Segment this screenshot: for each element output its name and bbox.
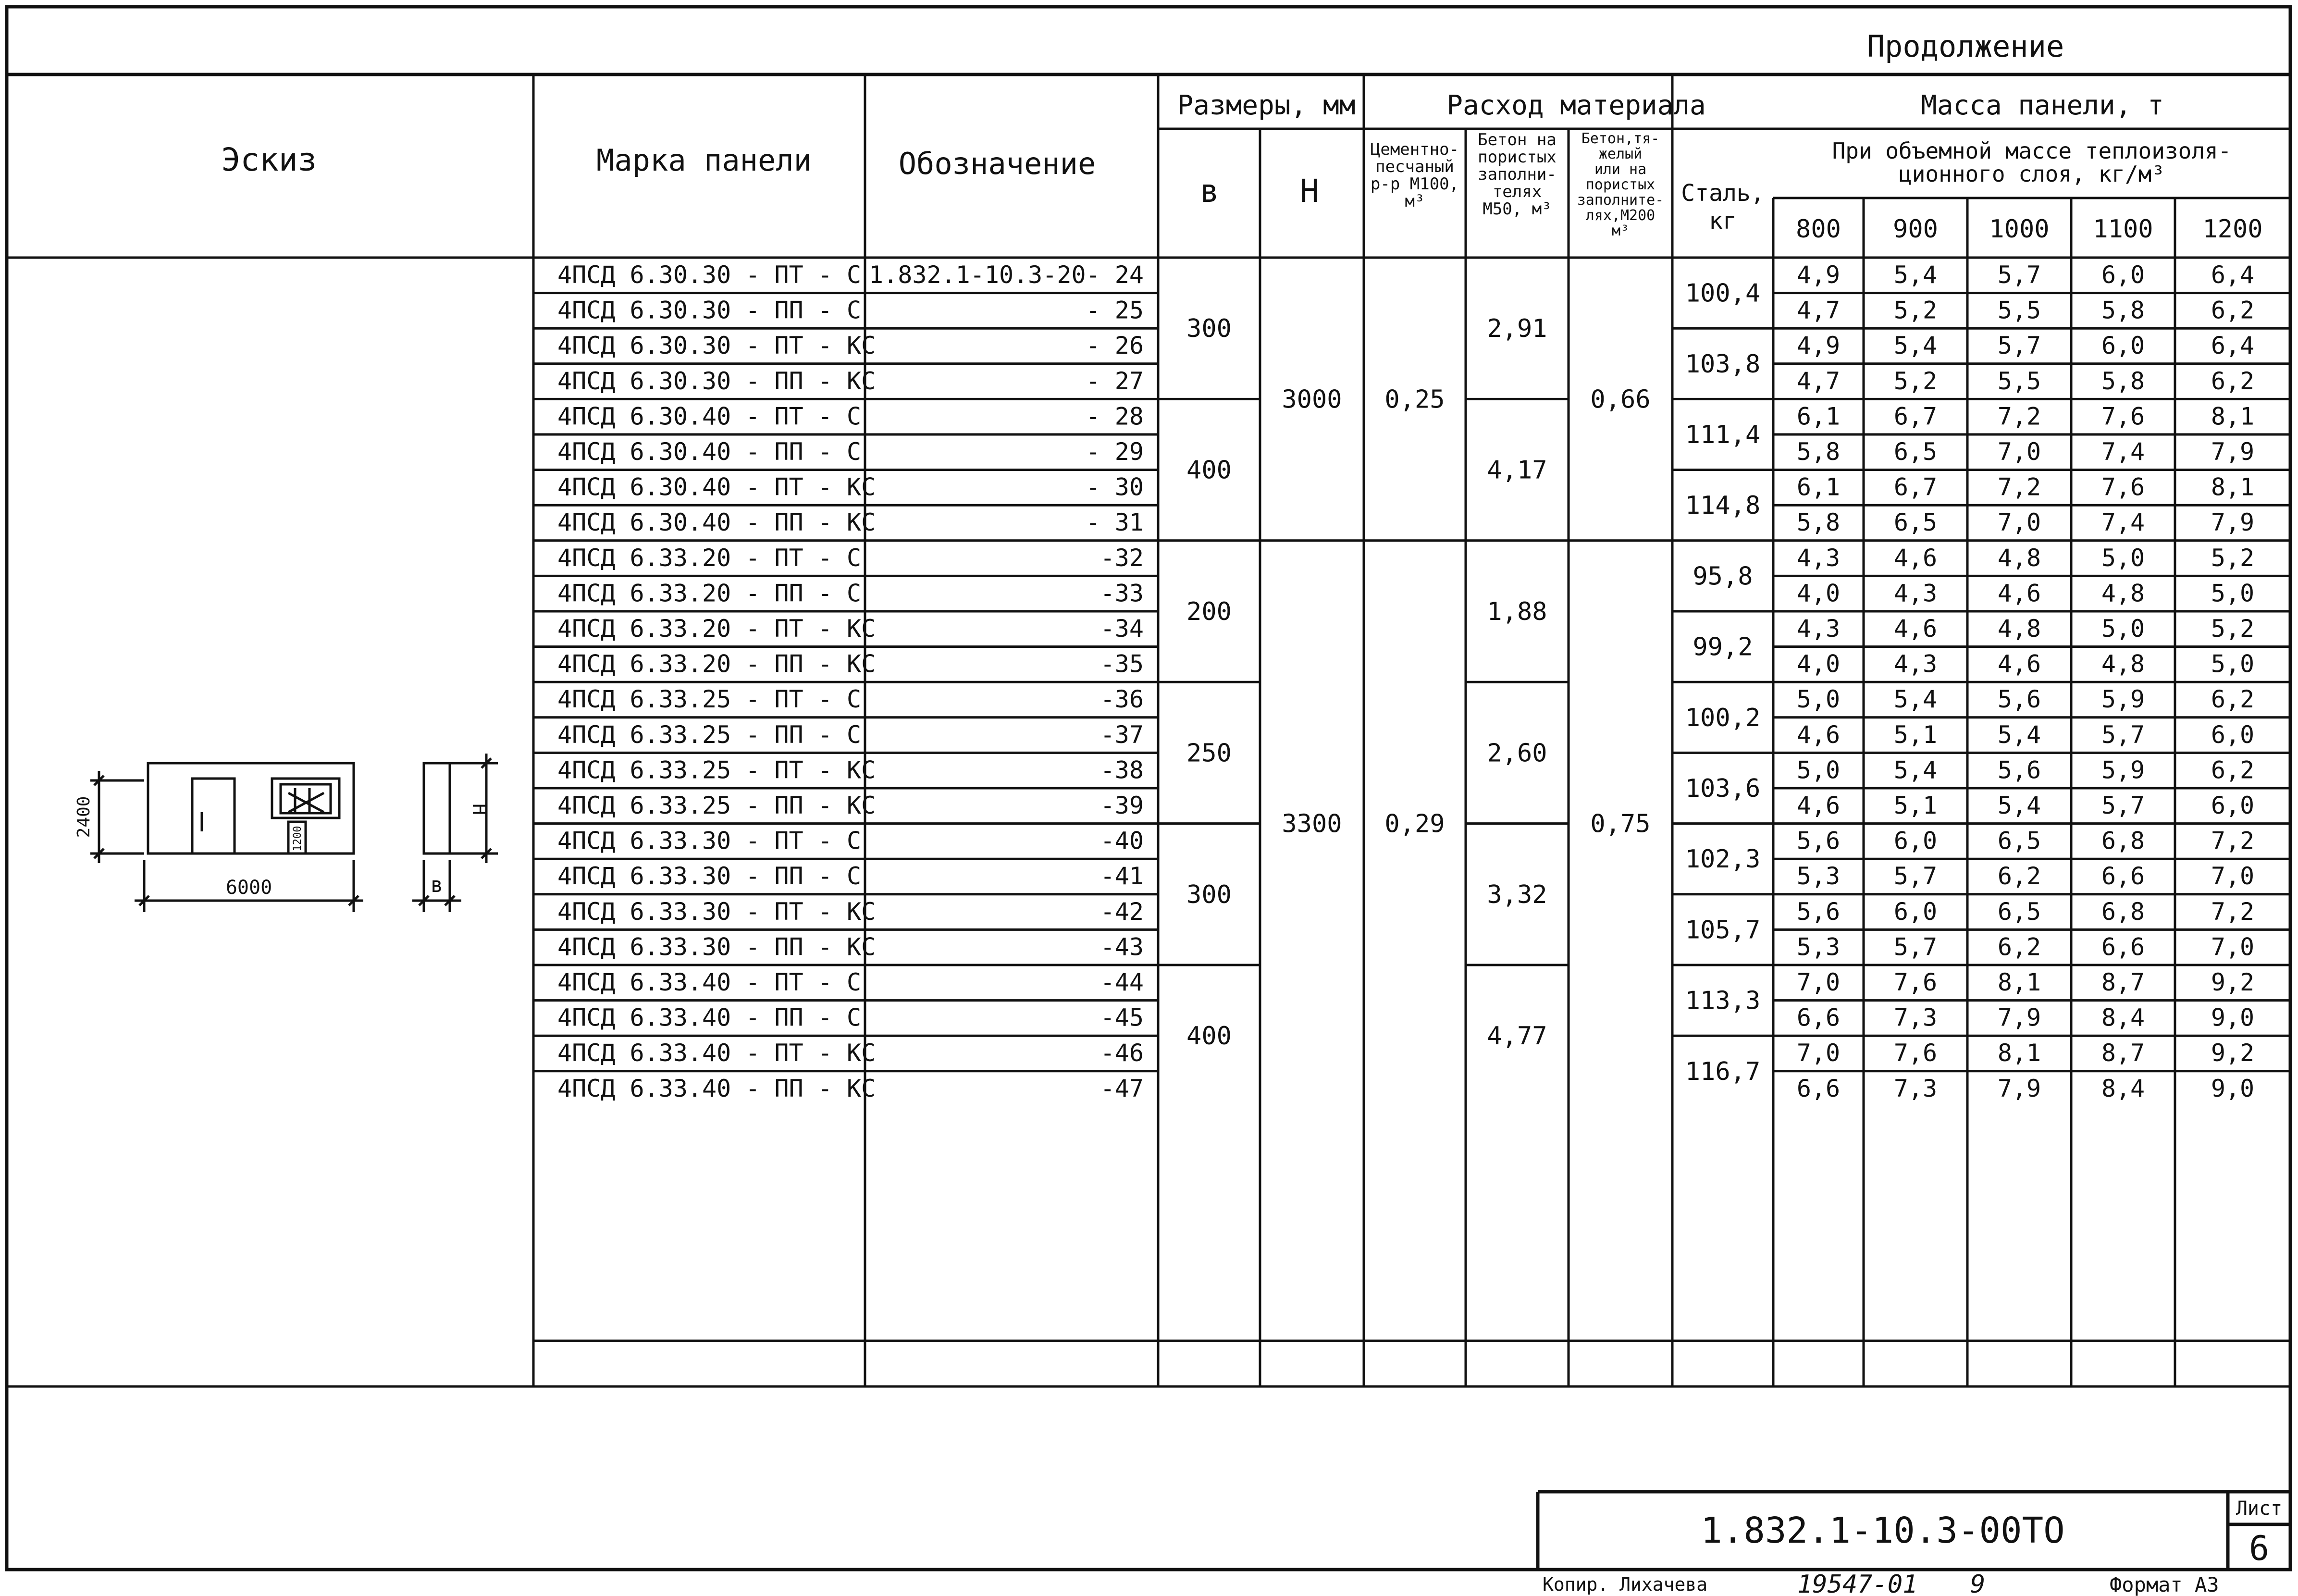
table-row (557, 508, 2254, 536)
steel-value: 102,3 (1685, 845, 1761, 874)
panel-mass-value: 5,7 (1893, 862, 1938, 891)
panel-mass-value: 7,6 (2101, 402, 2145, 431)
panel-mark: 4ПСД 6.33.25 - ПП - С (557, 720, 862, 749)
panel-mass-value: 4,7 (1796, 296, 1841, 324)
panel-designation: 1.832.1-10.3-20- 24 (869, 260, 1144, 289)
panel-mark: 4ПСД 6.33.20 - ПП - С (557, 579, 862, 607)
panel-mass-value: 5,7 (1997, 260, 2041, 289)
panel-mass-value: 8,1 (1997, 968, 2041, 996)
panel-mark: 4ПСД 6.33.30 - ПТ - С (557, 827, 862, 855)
panel-mass-value: 5,7 (2101, 720, 2145, 749)
header-designation: Обозначение (898, 146, 1096, 181)
panel-mass-value: 6,7 (1893, 473, 1938, 501)
panel-mass-value: 5,0 (2101, 544, 2145, 572)
panel-designation: -36 (1100, 685, 1144, 714)
panel-mass-value: 6,0 (1893, 827, 1938, 855)
panel-mass-value: 6,4 (2211, 332, 2255, 360)
dim-b-value: 300 (1186, 880, 1232, 909)
panel-designation: -34 (1100, 614, 1144, 643)
panel-mass-value: 5,4 (1893, 260, 1938, 289)
panel-mass-value: 6,4 (2211, 260, 2255, 289)
header-mass-subtitle (1832, 138, 2232, 187)
steel-head-line: Сталь, (1681, 180, 1765, 207)
dim-b-value: 400 (1186, 1022, 1232, 1051)
panel-designation: -33 (1100, 579, 1144, 607)
panel-mass-value: 5,8 (2101, 367, 2145, 395)
panel-designation: -41 (1100, 862, 1144, 891)
panel-mass-value: 6,6 (2101, 933, 2145, 961)
cement-value: 0,25 (1384, 385, 1445, 414)
panel-mass-value: 7,0 (1796, 1039, 1841, 1067)
panel-mass-value: 4,8 (1997, 614, 2041, 643)
header-densities (1796, 215, 2263, 244)
panel-mass-value: 9,0 (2211, 1074, 2255, 1102)
table-row (557, 332, 2254, 359)
table-header (222, 29, 2263, 244)
panel-mark: 4ПСД 6.33.25 - ПП - КС (557, 791, 876, 819)
cement-head-line: м³ (1405, 192, 1425, 211)
panel-side-view (412, 754, 498, 912)
header-dim-b: в (1200, 173, 1219, 210)
panel-mark: 4ПСД 6.33.40 - ПП - С (557, 1003, 862, 1032)
panel-designation: -42 (1100, 897, 1144, 926)
panel-mark: 4ПСД 6.33.40 - ПТ - С (557, 968, 862, 996)
panel-designation: - 31 (1086, 508, 1144, 537)
panel-mass-value: 7,4 (2101, 437, 2145, 466)
panel-mass-value: 8,1 (2211, 402, 2255, 431)
header-mark: Марка панели (596, 143, 812, 178)
panel-mass-value: 7,4 (2101, 508, 2145, 537)
steel-value: 95,8 (1693, 562, 1753, 591)
panel-designation: -44 (1100, 968, 1144, 996)
steel-value: 99,2 (1693, 632, 1753, 662)
panel-mass-value: 5,5 (1997, 367, 2041, 395)
density-value: 1100 (2093, 215, 2153, 244)
panel-mass-value: 6,5 (1997, 897, 2041, 926)
cement-head-line: песчаный (1375, 157, 1454, 176)
panel-mass-value: 9,2 (2211, 1039, 2255, 1067)
order-number: 19547-01 (1797, 1570, 1918, 1596)
panel-mass-value: 5,6 (1796, 897, 1841, 926)
table-grid (7, 74, 2290, 1386)
panel-mark: 4ПСД 6.33.20 - ПТ - С (557, 544, 862, 572)
panel-mass-value: 4,3 (1893, 579, 1938, 607)
dim-b-value: 200 (1186, 597, 1232, 626)
order-sub: 9 (1970, 1570, 1986, 1596)
panel-mass-value: 5,3 (1796, 862, 1841, 891)
header-heavy-concrete (1577, 130, 1664, 239)
panel-mass-value: 4,0 (1796, 579, 1841, 607)
panel-mass-value: 6,2 (2211, 685, 2255, 714)
panel-mass-value: 5,1 (1893, 720, 1938, 749)
sketch-side-b-label: в (430, 873, 444, 897)
panel-mass-value: 5,6 (1997, 756, 2041, 784)
panel-mark: 4ПСД 6.30.30 - ПП - КС (557, 367, 876, 395)
panel-mass-value: 6,8 (2101, 827, 2145, 855)
panel-mass-value: 4,6 (1796, 720, 1841, 749)
panel-mark: 4ПСД 6.33.30 - ПП - КС (557, 933, 876, 961)
heavy-head-line: м³ (1611, 223, 1630, 239)
panel-mark: 4ПСД 6.30.30 - ПТ - КС (557, 332, 876, 360)
panel-mass-value: 7,3 (1893, 1003, 1938, 1032)
density-value: 1200 (2202, 215, 2263, 244)
panel-mark: 4ПСД 6.33.25 - ПТ - С (557, 685, 862, 714)
panel-mass-value: 6,2 (2211, 756, 2255, 784)
panel-mass-value: 4,6 (1997, 579, 2041, 607)
steel-value: 100,4 (1685, 279, 1761, 308)
panel-mass-value: 7,9 (2211, 437, 2255, 466)
panel-mass-value: 4,8 (2101, 650, 2145, 678)
panel-mass-value: 6,5 (1893, 437, 1938, 466)
table-row (557, 473, 2254, 501)
panel-mass-value: 5,2 (2211, 544, 2255, 572)
panel-mass-value: 6,0 (2211, 791, 2255, 819)
panel-mass-value: 6,2 (2211, 296, 2255, 324)
panel-mass-value: 5,5 (1997, 296, 2041, 324)
panel-mass-value: 7,2 (1997, 473, 2041, 501)
steel-value: 116,7 (1685, 1057, 1761, 1086)
table-row (557, 685, 2254, 713)
panel-mass-value: 4,8 (1997, 544, 2041, 572)
panel-mass-value: 4,6 (1893, 544, 1938, 572)
panel-mass-value: 5,1 (1893, 791, 1938, 819)
table-row (557, 1039, 2254, 1067)
panel-mass-value: 6,1 (1796, 473, 1841, 501)
heavy-head-line: пористых (1585, 176, 1656, 193)
panel-mass-value: 6,0 (2211, 720, 2255, 749)
table-row (557, 579, 2254, 607)
table-row (557, 615, 2254, 643)
panel-mass-value: 6,6 (1796, 1003, 1841, 1032)
table-row (557, 438, 2254, 466)
steel-value: 103,8 (1685, 349, 1761, 379)
heavy-concrete-value: 0,66 (1590, 385, 1651, 414)
panel-mass-value: 7,0 (1796, 968, 1841, 996)
panel-mass-value: 8,1 (1997, 1039, 2041, 1067)
header-sketch: Эскиз (221, 141, 317, 178)
table-row (557, 862, 2254, 890)
panel-designation: -39 (1100, 791, 1144, 819)
panel-mass-value: 7,0 (1997, 437, 2041, 466)
table-row (557, 933, 2254, 961)
porous-concrete-value: 1,88 (1487, 597, 1547, 626)
panel-designation: - 27 (1086, 367, 1144, 395)
panel-mass-value: 4,9 (1796, 260, 1841, 289)
steel-value: 105,7 (1685, 916, 1761, 945)
panel-mass-value: 6,7 (1893, 402, 1938, 431)
sketch-side-h-label: Н (468, 803, 490, 816)
panel-mark: 4ПСД 6.33.40 - ПП - КС (557, 1074, 876, 1102)
panel-mass-value: 5,9 (2101, 756, 2145, 784)
panel-designation: -38 (1100, 756, 1144, 784)
panel-mass-value: 5,7 (2101, 791, 2145, 819)
panel-mass-value: 5,4 (1997, 791, 2041, 819)
steel-value: 103,6 (1685, 774, 1761, 803)
panel-mass-value: 4,3 (1796, 614, 1841, 643)
panel-mass-value: 5,6 (1796, 827, 1841, 855)
steel-value: 111,4 (1685, 421, 1761, 449)
heavy-head-line: желый (1598, 146, 1643, 162)
panel-mass-value: 8,1 (2211, 473, 2255, 501)
panel-mass-value: 4,9 (1796, 332, 1841, 360)
panel-mass-value: 6,0 (2101, 260, 2145, 289)
panel-mass-value: 4,8 (2101, 579, 2145, 607)
porous-head-line: М50, м³ (1483, 199, 1552, 219)
panel-mark: 4ПСД 6.33.30 - ПП - С (557, 862, 862, 891)
porous-head-line: Бетон на (1478, 130, 1557, 149)
cement-value: 0,29 (1384, 809, 1445, 839)
cement-head-line: р-р М100, (1370, 174, 1459, 194)
panel-mass-value: 8,7 (2101, 968, 2145, 996)
header-mass: Масса панели, т (1921, 90, 2164, 121)
panel-mass-value: 9,0 (2211, 1003, 2255, 1032)
panel-mass-value: 8,4 (2101, 1003, 2145, 1032)
porous-concrete-value: 3,32 (1487, 880, 1547, 909)
panel-mass-value: 7,2 (2211, 827, 2255, 855)
steel-value: 100,2 (1685, 703, 1761, 732)
panel-mass-value: 5,2 (1893, 296, 1938, 324)
panel-mass-value: 6,2 (2211, 367, 2255, 395)
density-value: 1000 (1989, 215, 2050, 244)
panel-designation: -32 (1100, 544, 1144, 572)
panel-mass-value: 5,4 (1893, 332, 1938, 360)
panel-mark: 4ПСД 6.33.40 - ПТ - КС (557, 1039, 876, 1067)
panel-mass-value: 6,6 (2101, 862, 2145, 891)
panel-mass-value: 5,9 (2101, 685, 2145, 714)
table-row (557, 1075, 2254, 1102)
panel-mass-value: 6,6 (1796, 1074, 1841, 1102)
panel-mass-value: 4,7 (1796, 367, 1841, 395)
panel-mass-value: 7,9 (1997, 1003, 2041, 1032)
panel-mass-value: 7,0 (2211, 933, 2255, 961)
panel-mass-value: 4,6 (1893, 614, 1938, 643)
table-row (557, 650, 2254, 678)
sheet-number: 6 (2249, 1529, 2270, 1568)
header-porous-concrete (1478, 130, 1557, 219)
panel-mass-value: 7,0 (2211, 862, 2255, 891)
copier-label: Копир. Лихачева (1543, 1574, 1708, 1595)
panel-mass-value: 4,3 (1893, 650, 1938, 678)
panel-designation: - 29 (1086, 437, 1144, 466)
panel-mark: 4ПСД 6.30.40 - ПП - С (557, 437, 862, 466)
table-row (557, 261, 2254, 289)
heavy-concrete-value: 0,75 (1590, 809, 1651, 839)
panel-mark: 4ПСД 6.33.30 - ПТ - КС (557, 897, 876, 926)
header-dim-h: Н (1300, 173, 1319, 210)
dim-b-value: 250 (1186, 739, 1232, 768)
porous-concrete-value: 2,91 (1487, 314, 1547, 344)
dim-h-value: 3300 (1282, 809, 1342, 839)
header-steel (1681, 180, 1764, 235)
panel-mass-value: 7,3 (1893, 1074, 1938, 1102)
panel-mass-value: 5,3 (1796, 933, 1841, 961)
porous-head-line: заполни- (1478, 165, 1557, 184)
sketch-width-label: 6000 (225, 877, 272, 899)
panel-mass-value: 5,0 (1796, 685, 1841, 714)
panel-mass-value: 5,4 (1893, 685, 1938, 714)
panel-mass-value: 6,5 (1997, 827, 2041, 855)
panel-mass-value: 6,0 (2101, 332, 2145, 360)
panel-designation: -35 (1100, 650, 1144, 678)
panel-mass-value: 6,8 (2101, 897, 2145, 926)
heavy-head-line: Бетон,тя- (1581, 130, 1660, 147)
porous-concrete-value: 4,77 (1487, 1022, 1547, 1051)
panel-designation: -45 (1100, 1003, 1144, 1032)
table-row (557, 756, 2254, 784)
header-dimensions: Размеры, мм (1177, 90, 1356, 121)
panel-mass-value: 7,0 (1997, 508, 2041, 537)
panel-mass-value: 5,8 (1796, 437, 1841, 466)
density-value: 900 (1893, 215, 1938, 244)
mass-sub-line: При объемной массе теплоизоля- (1832, 138, 2232, 164)
header-consumption: Расход материала (1446, 90, 1706, 121)
panel-mass-value: 5,8 (1796, 508, 1841, 537)
continuation-label: Продолжение (1866, 29, 2064, 64)
sheet-label: Лист (2236, 1497, 2283, 1520)
panel-mass-value: 4,6 (1997, 650, 2041, 678)
panel-mark: 4ПСД 6.33.20 - ПТ - КС (557, 614, 876, 643)
panel-mass-value: 4,0 (1796, 650, 1841, 678)
table-row (557, 1004, 2254, 1032)
panel-mass-value: 6,2 (1997, 862, 2041, 891)
porous-head-line: пористых (1478, 148, 1557, 167)
panel-mass-value: 5,4 (1893, 756, 1938, 784)
panel-mass-value: 5,0 (1796, 756, 1841, 784)
panel-mark: 4ПСД 6.30.30 - ПП - С (557, 296, 862, 324)
porous-concrete-value: 4,17 (1487, 456, 1547, 485)
table-row (557, 297, 2254, 324)
heavy-head-line: заполните- (1577, 192, 1664, 209)
panel-mass-value: 5,0 (2101, 614, 2145, 643)
panel-mass-value: 5,0 (2211, 650, 2255, 678)
panel-mass-value: 6,1 (1796, 402, 1841, 431)
panel-mass-value: 6,5 (1893, 508, 1938, 537)
panel-mass-value: 7,2 (2211, 897, 2255, 926)
panel-mass-value: 4,6 (1796, 791, 1841, 819)
dim-b-value: 400 (1186, 456, 1232, 485)
heavy-head-line: или на (1594, 161, 1647, 178)
table-row (557, 721, 2254, 749)
panel-mark: 4ПСД 6.33.25 - ПТ - КС (557, 756, 876, 784)
document-code: 1.832.1-10.3-00ТО (1701, 1510, 2065, 1551)
panel-mass-value: 4,3 (1796, 544, 1841, 572)
panel-mark: 4ПСД 6.30.40 - ПТ - С (557, 402, 862, 431)
steel-value: 113,3 (1685, 986, 1761, 1015)
panel-mass-value: 5,0 (2211, 579, 2255, 607)
panel-mass-value: 8,4 (2101, 1074, 2145, 1102)
sketch-window-label: 1200 (292, 826, 304, 852)
panel-designation: - 26 (1086, 332, 1144, 360)
panel-mass-value: 7,9 (2211, 508, 2255, 537)
panel-designation: - 30 (1086, 473, 1144, 501)
panel-mass-value: 7,6 (1893, 1039, 1938, 1067)
panel-mass-value: 6,0 (1893, 897, 1938, 926)
panel-mass-value: 6,2 (1997, 933, 2041, 961)
panel-mass-value: 5,2 (1893, 367, 1938, 395)
panel-mass-value: 5,2 (2211, 614, 2255, 643)
panel-mass-value: 5,7 (1893, 933, 1938, 961)
panel-mass-value: 7,2 (1997, 402, 2041, 431)
table-row (557, 968, 2254, 996)
sketch-labels (74, 796, 490, 899)
sketch-height-label: 2400 (74, 796, 94, 838)
panel-mass-value: 7,6 (1893, 968, 1938, 996)
mass-sub-line: ционного слоя, кг/м³ (1899, 161, 2165, 187)
panel-designation: -37 (1100, 720, 1144, 749)
panel-mass-value: 5,4 (1997, 720, 2041, 749)
panel-designation: -47 (1100, 1074, 1144, 1102)
panel-designation: - 28 (1086, 402, 1144, 431)
cement-head-line: Цементно- (1370, 140, 1459, 159)
panel-mass-value: 5,8 (2101, 296, 2145, 324)
density-value: 800 (1796, 215, 1841, 244)
dim-b-value: 300 (1186, 314, 1232, 344)
panel-designation: -46 (1100, 1039, 1144, 1067)
steel-value: 114,8 (1685, 491, 1761, 520)
panel-mass-value: 7,6 (2101, 473, 2145, 501)
dim-h-value: 3000 (1282, 385, 1342, 414)
panel-mass-value: 7,9 (1997, 1074, 2041, 1102)
table-row (557, 898, 2254, 926)
panel-mass-value: 9,2 (2211, 968, 2255, 996)
panel-mass-value: 5,7 (1997, 332, 2041, 360)
format-label: Формат А3 (2110, 1573, 2219, 1596)
panel-designation: - 25 (1086, 296, 1144, 324)
panel-mark: 4ПСД 6.33.20 - ПП - КС (557, 650, 876, 678)
panel-designation: -43 (1100, 933, 1144, 961)
panel-mass-value: 8,7 (2101, 1039, 2145, 1067)
panel-mark: 4ПСД 6.30.40 - ПП - КС (557, 508, 876, 537)
steel-head-line: кг (1709, 208, 1737, 235)
panel-mass-value: 5,6 (1997, 685, 2041, 714)
heavy-head-line: лях,М200 (1585, 207, 1656, 224)
panel-designation: -40 (1100, 827, 1144, 855)
panel-mark: 4ПСД 6.30.30 - ПТ - С (557, 260, 862, 289)
header-cement-mortar (1371, 140, 1459, 211)
table-row (557, 544, 2254, 572)
porous-head-line: телях (1492, 182, 1542, 201)
panel-mark: 4ПСД 6.30.40 - ПТ - КС (557, 473, 876, 501)
porous-concrete-value: 2,60 (1487, 739, 1547, 768)
